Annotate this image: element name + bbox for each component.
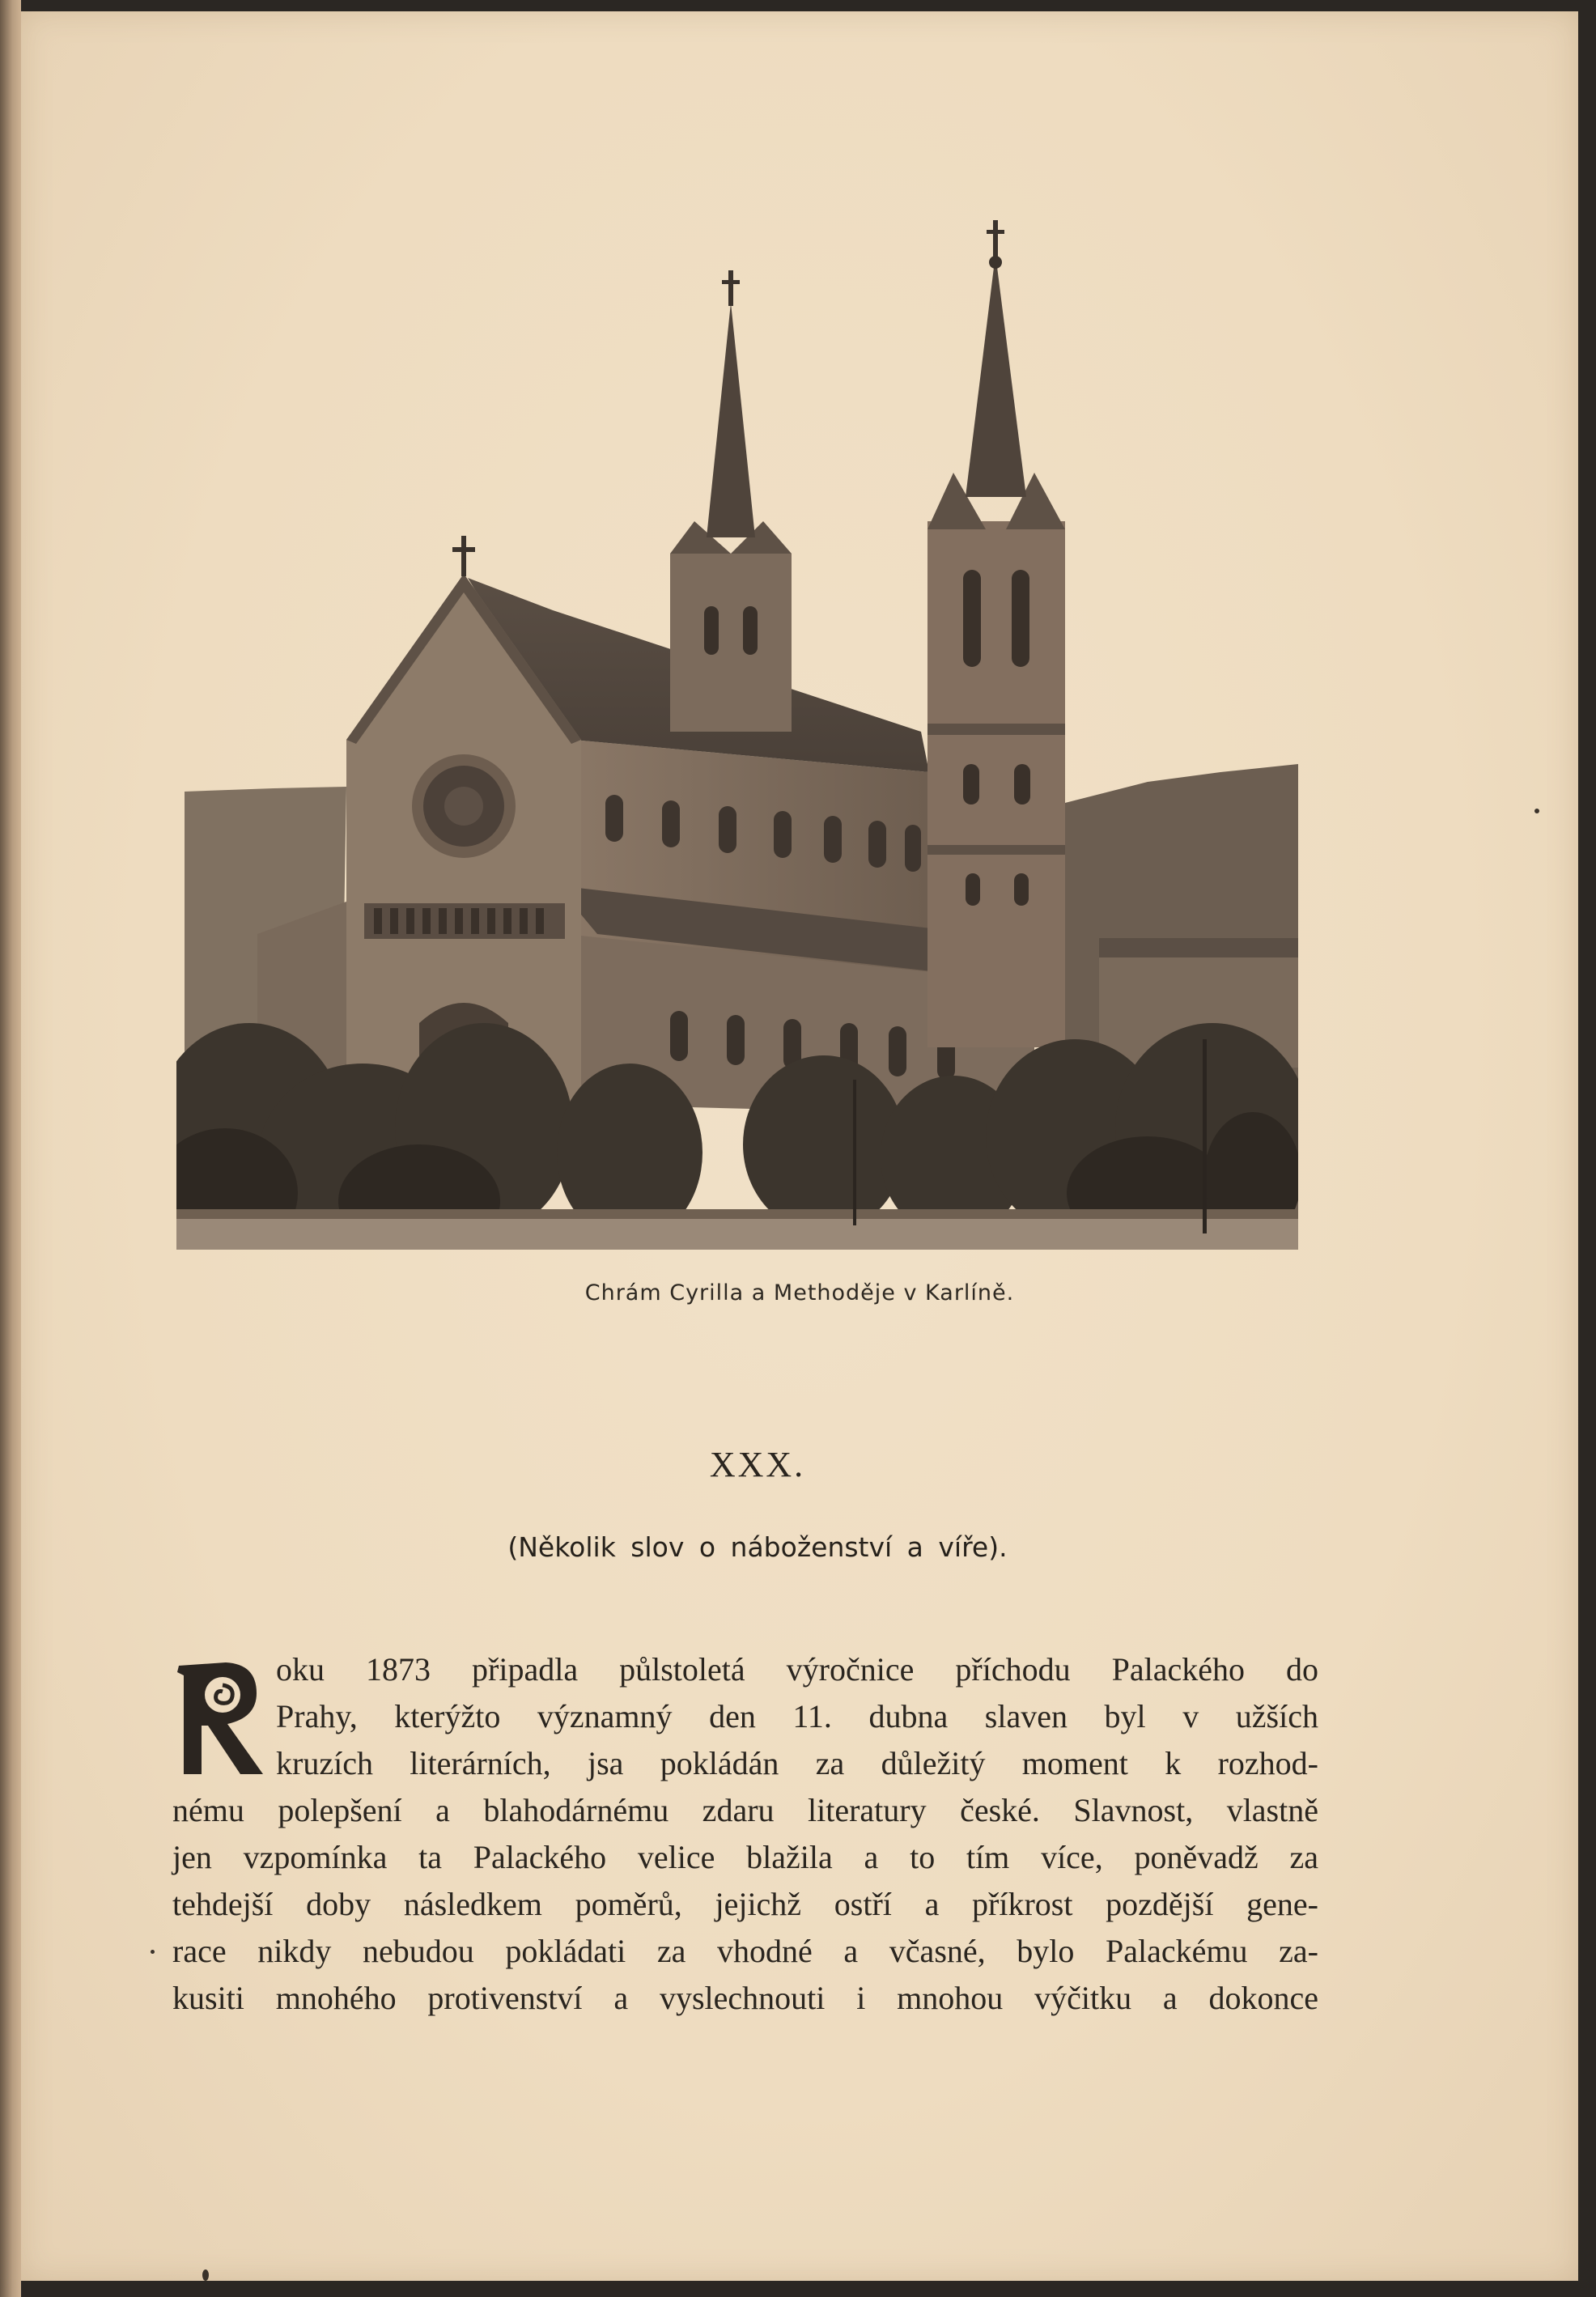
paper-speck [1534, 809, 1539, 813]
text-line-1: oku 1873 připadla půlstoletá výročnice příchodu Palackého do [276, 1651, 1318, 1688]
book-page [21, 11, 1578, 2281]
dropcap-r-ornament [172, 1651, 270, 1781]
book-spine-edge [0, 0, 21, 2297]
paper-speck [202, 2269, 209, 2281]
chapter-subtitle: (Několik slov o náboženství a víře). [507, 1531, 1008, 1563]
text-line-7: race nikdy nebudou pokládati za vhodné a včasné, bylo Palackému za- [172, 1933, 1318, 1969]
church-photograph [176, 206, 1298, 1250]
text-line-8: kusiti mnohého protivenství a vyslechnouti i mnohou výčitku a dokonce [172, 1980, 1318, 2016]
text-line-6: tehdejší doby následkem poměrů, jejichž ostří a příkrost pozdější gene- [172, 1886, 1318, 1922]
text-line-4: nému polepšení a blahodárnému zdaru literatury české. Slavnost, vlastně [172, 1792, 1318, 1828]
paper-speck [151, 1950, 155, 1954]
text-line-3: kruzích literárních, jsa pokládán za důležitý moment k rozhod- [276, 1745, 1318, 1781]
church-illustration [176, 206, 1298, 1250]
text-line-2: Prahy, kterýžto významný den 11. dubna slaven byl v užších [276, 1698, 1318, 1734]
text-line-5: jen vzpomínka ta Palackého velice blažila a to tím více, poněvadž za [172, 1839, 1318, 1875]
photo-caption: Chrám Cyrilla a Methoděje v Karlíně. [584, 1280, 1015, 1306]
body-paragraph [172, 1646, 1318, 2022]
chapter-number: XXX. [709, 1445, 806, 1484]
